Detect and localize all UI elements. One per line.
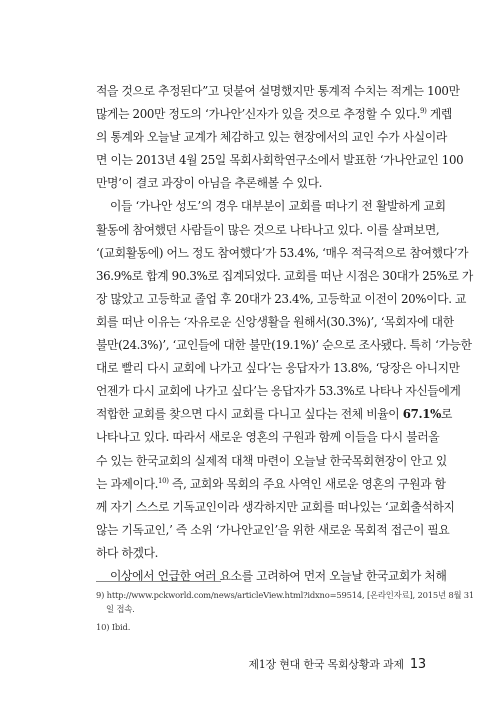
- footnote-divider: [96, 581, 221, 582]
- text-line: 께 자기 스스로 기독교인이라 생각하지만 교회를 떠나있는 ‘교회출석하지: [96, 499, 455, 514]
- text-line: 대로 빨리 다시 교회에 나가고 싶다’는 응답자가 13.8%, ‘당장은 아니지만: [96, 361, 460, 376]
- text-line: 적합한 교회를 찾으면 다시 교회를 다니고 싶다는 전체 비율이 67.1%로: [96, 407, 452, 422]
- body-text: [96, 80, 473, 588]
- footnote-10: 10) Ibid.: [96, 622, 131, 633]
- text-line: 의 통계와 오늘날 교계가 체감하고 있는 현장에서의 교인 수가 사실이라: [96, 130, 447, 145]
- text-line: ‘(교회활동에) 어느 정도 참여했다’가 53.4%, ‘매우 적극적으로 참여했다’가: [96, 245, 469, 260]
- text-line: 회를 떠난 이유는 ‘자유로운 신앙생활을 원해서(30.3%)’, ‘목회자에 대한: [96, 314, 454, 329]
- footnote-ref-10[interactable]: 10): [158, 476, 169, 485]
- page-number: 13: [409, 657, 426, 672]
- chapter-title: 제1장 현대 한국 목회상황과 과제: [248, 658, 404, 671]
- text-line: 많게는 200만 정도의 ‘가나안’신자가 있을 것으로 추정할 수 있다.$^{9)}$ 게렙: [96, 107, 452, 122]
- text-line: 만명’이 결코 과장이 아님을 추론해볼 수 있다.: [96, 176, 323, 191]
- text-line: 장 많았고 고등학교 졸업 후 20대가 23.4%, 고등학교 이전이 20%이다. 교: [96, 291, 467, 306]
- text-line: 않는 기독교인,’ 즉 소위 ‘가나안교인’을 위한 새로운 목회적 접근이 필요: [96, 522, 450, 537]
- text-line: 활동에 참여했던 사람들이 많은 것으로 나타나고 있다. 이를 살펴보면,: [96, 222, 440, 237]
- footnote-ref-9[interactable]: 9): [419, 107, 427, 116]
- text-line: 36.9%로 합계 90.3%로 집계되었다. 교회를 떠난 시점은 30대가 25%로 가: [96, 268, 473, 283]
- bold-percentage: 67.1%: [402, 407, 441, 422]
- text-line: 는 과제이다.$^{10)}$ 즉, 교회와 목회의 주요 사역인 새로운 영혼의 구원과 함: [96, 476, 446, 491]
- footnote-9: 9) http://www.pckworld.com/news/articleView.html?idxno=59514, [온라인자료], 2015년 8월 31: [96, 590, 475, 600]
- footnote-9-continued: 일 접속.: [106, 604, 135, 615]
- text-line: 불만(24.3%)’, ‘교인들에 대한 불만(19.1%)’ 순으로 조사됐다. 특히 ‘가능한: [96, 338, 472, 353]
- text-line: 이상에서 언급한 여러 요소를 고려하여 먼저 오늘날 한국교회가 처해: [110, 568, 447, 583]
- text-line: 나타나고 있다. 따라서 새로운 영혼의 구원과 함께 이들을 다시 불러올: [96, 430, 440, 445]
- running-footer: [96, 656, 426, 672]
- text-line: 수 있는 한국교회의 실제적 대책 마련이 오늘날 한국목회현장이 안고 있: [96, 453, 447, 468]
- text-line: 언젠가 다시 교회에 나가고 싶다’는 응답자가 53.3%로 나타나 자신들에게: [96, 384, 461, 399]
- text-line: 하다 하겠다.: [96, 545, 159, 560]
- text-line: 적을 것으로 추정된다”고 덧붙여 설명했지만 통계적 수치는 적게는 100만: [96, 84, 460, 98]
- text-line: 면 이는 2013년 4월 25일 목회사회학연구소에서 발표한 ‘가나안교인 100: [96, 153, 464, 168]
- footnotes: [96, 588, 475, 635]
- text-line: 이들 ‘가나안 성도’의 경우 대부분이 교회를 떠나기 전 활발하게 교회: [110, 199, 446, 214]
